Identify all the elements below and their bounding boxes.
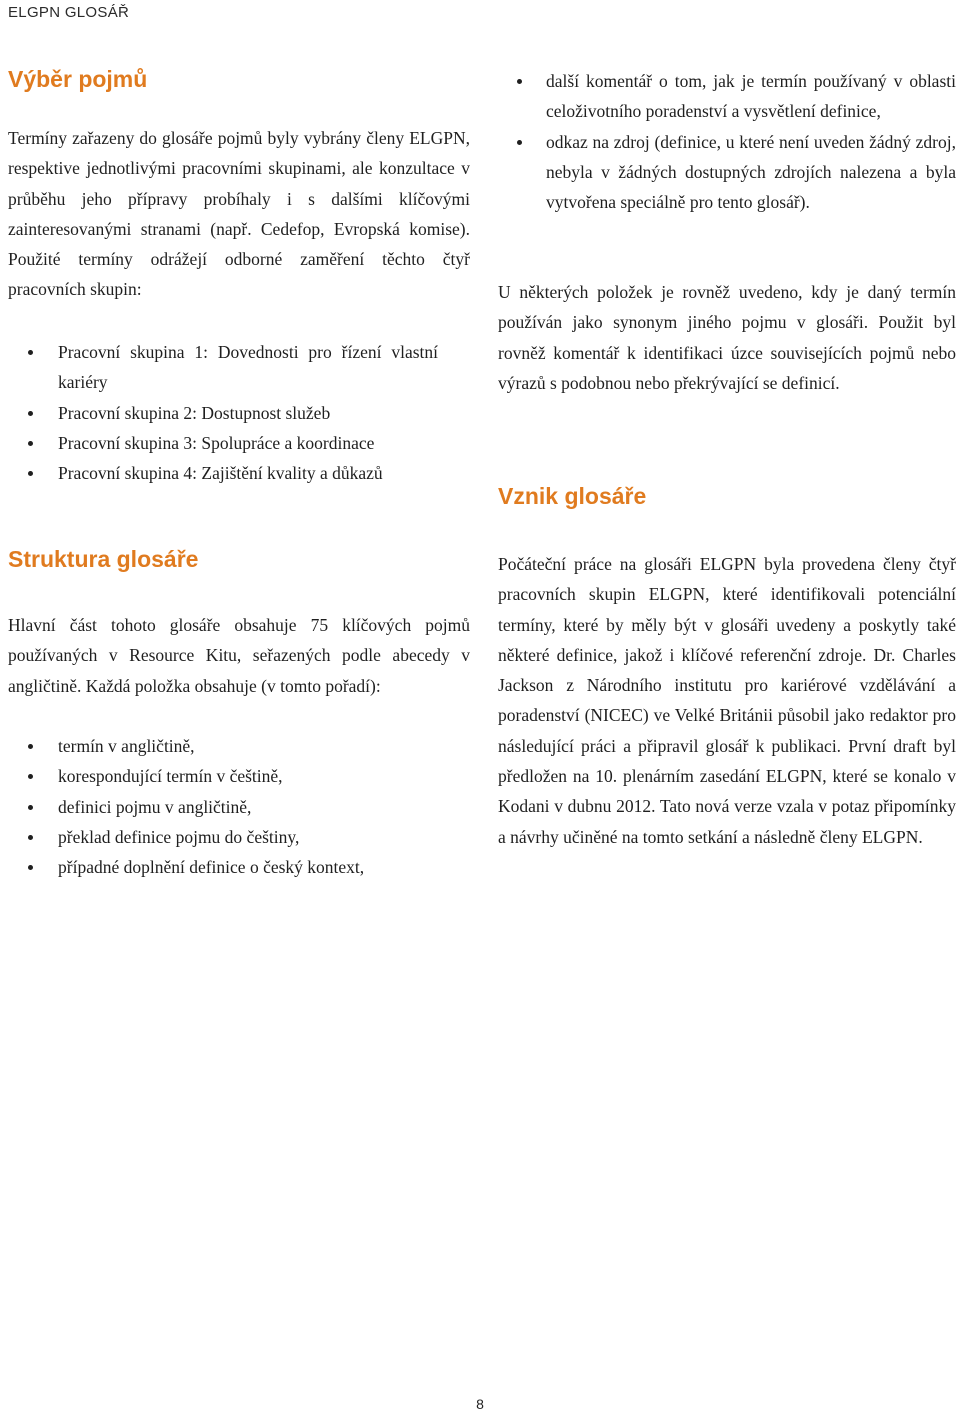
entry-structure-list xyxy=(8,731,470,882)
list-item: odkaz na zdroj (definice, u které není uveden žádný zdroj, nebyla v žádných dostupných zdrojích nalezena a byla vytvořena speciálně pro tento glosář). xyxy=(498,127,956,218)
paragraph-vznik-glosare: Počáteční práce na glosáři ELGPN byla provedena členy čtyř pracovních skupin ELGPN, které identifikovali potenciální termíny, které by měly být v glosáři uvedeny a poskytly také některé definice, jakož i klíčové referenční zdroje. Dr. Charles Jackson z Národního institutu pro kariérové vzdělávání a poradenství (NICEC) ve Velké Británii působil jako redaktor pro následující práci a připravil glosář k publikaci. První draft byl předložen na 10. plenárním zasedání ELGPN, které se konalo v Kodani v dubnu 2012. Tato nová verze vzala v potaz připomínky a návrhy učiněné na tomto setkání a následně členy ELGPN. xyxy=(498,554,956,847)
list-item: Pracovní skupina 4: Zajištění kvality a důkazů xyxy=(8,458,470,488)
list-item: definici pojmu v angličtině, xyxy=(8,792,470,822)
paragraph-struktura-glosare: Hlavní část tohoto glosáře obsahuje 75 klíčových pojmů používaných v Resource Kitu, seřazených podle abecedy v angličtině. Každá položka obsahuje (v tomto pořadí): xyxy=(8,615,470,696)
paragraph-vyber-pojmu: Termíny zařazeny do glosáře pojmů byly vybrány členy ELGPN, respektive jednotlivými pracovními skupinami, ale konzultace v průběhu jeho přípravy probíhaly i s dalšími klíčovými zainteresovanými stranami (např. Cedefop, Evropská komise). Použité termíny odrážejí odborné zaměření těchto čtyř pracovních skupin: xyxy=(8,128,470,300)
heading-vyber-pojmu: Výběr pojmů xyxy=(8,66,148,92)
list-item: další komentář o tom, jak je termín používaný v oblasti celoživotního poradenství a vysvětlení definice, xyxy=(498,66,956,127)
list-item: Pracovní skupina 2: Dostupnost služeb xyxy=(8,398,470,428)
list-item: Pracovní skupina 1: Dovednosti pro řízení vlastní kariéry xyxy=(8,337,470,398)
list-item: termín v angličtině, xyxy=(8,731,470,761)
list-item: korespondující termín v češtině, xyxy=(8,761,470,791)
running-header: ELGPN GLOSÁŘ xyxy=(8,4,130,21)
page-number: 8 xyxy=(476,1396,484,1412)
paragraph-synonyms: U některých položek je rovněž uvedeno, kdy je daný termín používán jako synonym jiného pojmu v glosáři. Použit byl rovněž komentář k identifikaci úzce souvisejících pojmů nebo výrazů s podobnou nebo překrývající se definicí. xyxy=(498,282,956,393)
working-groups-list xyxy=(8,337,470,488)
entry-structure-list-continued xyxy=(498,66,956,217)
list-item: překlad definice pojmu do češtiny, xyxy=(8,822,470,852)
list-item: Pracovní skupina 3: Spolupráce a koordinace xyxy=(8,428,470,458)
heading-vznik-glosare: Vznik glosáře xyxy=(498,483,647,509)
heading-struktura-glosare: Struktura glosáře xyxy=(8,546,199,572)
list-item: případné doplnění definice o český kontext, xyxy=(8,852,470,882)
